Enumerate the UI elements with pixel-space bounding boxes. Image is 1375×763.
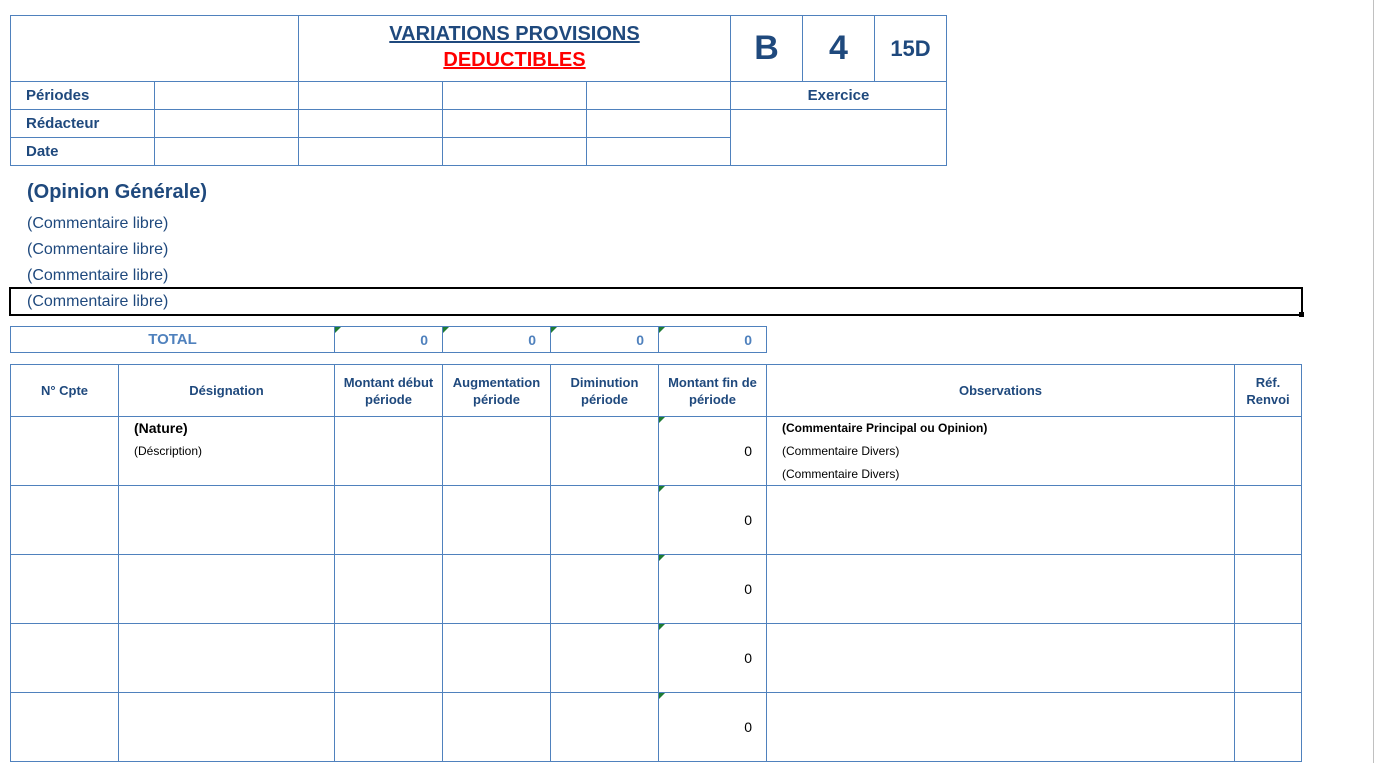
cell-observations[interactable] — [766, 623, 1235, 693]
cell-designation[interactable] — [118, 692, 335, 762]
total-augmentation-cell[interactable] — [442, 326, 551, 353]
fin-value: 0 — [744, 650, 752, 666]
col-header-ref-label: Réf. Renvoi — [1246, 374, 1290, 407]
code-letter: B — [754, 29, 779, 67]
cell-fin[interactable] — [658, 485, 767, 555]
periodes-label-cell[interactable] — [10, 81, 155, 110]
col-header-debut-label: Montant début période — [343, 374, 434, 407]
cell-cpte[interactable] — [10, 416, 119, 486]
total-fin-value: 0 — [744, 331, 752, 348]
total-label-cell[interactable] — [10, 326, 335, 353]
cell-observations[interactable] — [766, 416, 1235, 486]
total-debut-value: 0 — [420, 331, 428, 348]
col-header-ref[interactable] — [1234, 364, 1302, 417]
col-header-debut[interactable] — [334, 364, 443, 417]
total-fin-cell[interactable] — [658, 326, 767, 353]
total-augmentation-value: 0 — [528, 331, 536, 348]
cell-augmentation[interactable] — [442, 554, 551, 624]
col-header-fin-label: Montant fin de période — [668, 374, 757, 407]
date-cell-1[interactable] — [154, 137, 299, 166]
cell-debut[interactable] — [334, 554, 443, 624]
periodes-cell-1[interactable] — [154, 81, 299, 110]
col-header-cpte-label: N° Cpte — [40, 383, 89, 398]
cell-augmentation[interactable] — [442, 485, 551, 555]
cell-diminution[interactable] — [550, 485, 659, 555]
cell-ref[interactable] — [1234, 416, 1302, 486]
fin-value: 0 — [744, 581, 752, 597]
col-header-fin[interactable] — [658, 364, 767, 417]
col-header-observations-label: Observations — [958, 383, 1043, 398]
cell-augmentation[interactable] — [442, 692, 551, 762]
header-title-cell[interactable] — [298, 15, 731, 82]
redacteur-cell-1[interactable] — [154, 109, 299, 138]
opinion-title[interactable]: (Opinion Générale) — [27, 181, 208, 203]
col-header-designation-label: Désignation — [189, 383, 264, 398]
code-ref-cell[interactable] — [874, 15, 947, 82]
cell-debut[interactable] — [334, 485, 443, 555]
cell-diminution[interactable] — [550, 692, 659, 762]
col-header-diminution[interactable] — [550, 364, 659, 417]
periodes-label: Périodes — [26, 87, 90, 104]
comment-line-1[interactable]: (Commentaire libre) — [27, 215, 169, 232]
exercice-label: Exercice — [807, 87, 870, 104]
cell-ref[interactable] — [1234, 554, 1302, 624]
obs-main-text: (Commentaire Principal ou Opinion) — [782, 421, 988, 435]
periodes-cell-4[interactable] — [586, 81, 731, 110]
obs-divers-text: (Commentaire Divers) — [782, 444, 900, 458]
cell-cpte[interactable] — [10, 692, 119, 762]
title-line2: DEDUCTIBLES — [443, 49, 586, 71]
cell-cpte[interactable] — [10, 623, 119, 693]
redacteur-cell-3[interactable] — [442, 109, 587, 138]
total-diminution-cell[interactable] — [550, 326, 659, 353]
col-header-augmentation-label: Augmentation période — [452, 374, 541, 407]
cell-fin[interactable] — [658, 692, 767, 762]
periodes-cell-3[interactable] — [442, 81, 587, 110]
header-logo-cell[interactable] — [10, 15, 299, 82]
cell-designation[interactable] — [118, 554, 335, 624]
col-header-augmentation[interactable] — [442, 364, 551, 417]
cell-fin[interactable] — [658, 554, 767, 624]
cell-debut[interactable] — [334, 416, 443, 486]
date-cell-4[interactable] — [586, 137, 731, 166]
cell-cpte[interactable] — [10, 485, 119, 555]
cell-ref[interactable] — [1234, 692, 1302, 762]
col-header-designation[interactable] — [118, 364, 335, 417]
cell-designation[interactable] — [118, 485, 335, 555]
description-text: (Déscription) — [134, 444, 203, 458]
redacteur-label-cell[interactable] — [10, 109, 155, 138]
date-label-cell[interactable] — [10, 137, 155, 166]
comment-line-2[interactable]: (Commentaire libre) — [27, 241, 169, 258]
code-number-cell[interactable] — [802, 15, 875, 82]
code-ref: 15D — [890, 35, 931, 61]
cell-observations[interactable] — [766, 554, 1235, 624]
cell-diminution[interactable] — [550, 416, 659, 486]
total-debut-cell[interactable] — [334, 326, 443, 353]
col-header-observations[interactable] — [766, 364, 1235, 417]
cell-observations[interactable] — [766, 692, 1235, 762]
cell-debut[interactable] — [334, 692, 443, 762]
fin-value: 0 — [744, 443, 752, 459]
total-label: TOTAL — [148, 331, 197, 348]
cell-fin[interactable] — [658, 416, 767, 486]
cell-observations[interactable] — [766, 485, 1235, 555]
nature-text: (Nature) — [134, 420, 188, 436]
window-right-edge — [1373, 0, 1374, 763]
title-line1: VARIATIONS PROVISIONS — [389, 23, 640, 45]
fin-value: 0 — [744, 512, 752, 528]
code-number: 4 — [829, 29, 848, 67]
cell-designation[interactable] — [118, 623, 335, 693]
total-diminution-value: 0 — [636, 331, 644, 348]
code-letter-cell[interactable] — [730, 15, 803, 82]
comment-line-3[interactable]: (Commentaire libre) — [27, 267, 169, 284]
date-label: Date — [26, 143, 59, 160]
redacteur-label: Rédacteur — [26, 115, 100, 132]
cell-designation[interactable] — [118, 416, 335, 486]
col-header-diminution-label: Diminution période — [570, 374, 639, 407]
cell-augmentation[interactable] — [442, 623, 551, 693]
fill-handle[interactable] — [1299, 312, 1304, 317]
col-header-cpte[interactable] — [10, 364, 119, 417]
cell-ref[interactable] — [1234, 485, 1302, 555]
selected-cell-outline[interactable] — [9, 287, 1303, 316]
cell-diminution[interactable] — [550, 554, 659, 624]
redacteur-cell-2[interactable] — [298, 109, 443, 138]
date-cell-2[interactable] — [298, 137, 443, 166]
cell-augmentation[interactable] — [442, 416, 551, 486]
cell-fin[interactable] — [658, 623, 767, 693]
periodes-cell-2[interactable] — [298, 81, 443, 110]
exercice-value-cell[interactable] — [730, 109, 947, 166]
cell-ref[interactable] — [1234, 623, 1302, 693]
cell-debut[interactable] — [334, 623, 443, 693]
obs-divers-text: (Commentaire Divers) — [782, 467, 900, 481]
fin-value: 0 — [744, 719, 752, 735]
exercice-label-cell[interactable] — [730, 81, 947, 110]
cell-diminution[interactable] — [550, 623, 659, 693]
date-cell-3[interactable] — [442, 137, 587, 166]
cell-cpte[interactable] — [10, 554, 119, 624]
comment-line-4[interactable]: (Commentaire libre) — [27, 293, 169, 310]
redacteur-cell-4[interactable] — [586, 109, 731, 138]
